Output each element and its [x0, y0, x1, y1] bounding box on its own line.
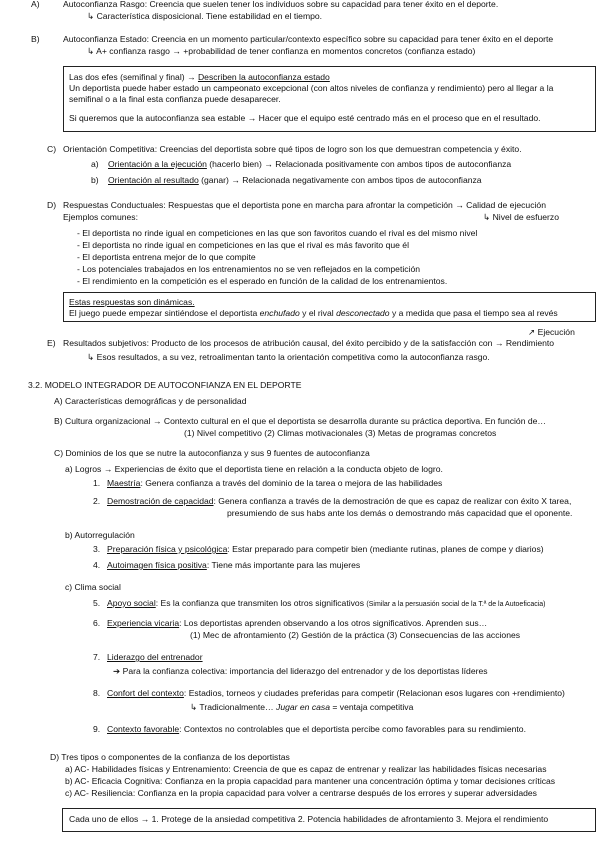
- list-item: - El deportista no rinde igual en competiciones en las que el rival es más favorito que él: [77, 240, 409, 250]
- domain-logros: a) Logros → Experiencias de éxito que el deportista tiene en relación a la conducta objeto de logro.: [65, 464, 443, 474]
- box-line: Un deportista puede haber estado un campeonato excepcional (con altos niveles de confianza y rendimiento) pero al llegar a la: [69, 83, 554, 93]
- model-item-a: A) Características demográficas y de personalidad: [54, 396, 247, 406]
- orientacion-ejecucion: Orientación a la ejecución (hacerlo bien) → Relacionada positivamente con ambos tipos de autoconfianza: [108, 159, 512, 169]
- note-box-dinamicas: [63, 292, 596, 322]
- source-confort: Confort del contexto: Estadios, torneos y ciudades preferidas para competir (Relacionan esos lugares con +rendimiento): [107, 688, 565, 698]
- list-number: 9.: [93, 724, 101, 734]
- box-line: Cada uno de ellos → 1. Protege de la ansiedad competitiva 2. Potencia habilidades de afrontamiento 3. Mejora el rendimiento: [69, 814, 549, 824]
- list-number: 7.: [93, 652, 101, 662]
- list-item: - El deportista no rinde igual en competiciones en las que son favoritos cuando el rival es del mismo nivel: [77, 228, 478, 238]
- list-number: 5.: [93, 598, 101, 608]
- source-preparacion: Preparación física y psicológica: Estar preparado para competir bien (mediante rutinas, planes de compe y diarios): [107, 544, 544, 554]
- section-e-text: Resultados subjetivos: Producto de los procesos de atribución causal, del éxito percibido y de la satisfacción con → Rendimiento: [63, 338, 555, 348]
- section-d-effort: ↳ Nivel de esfuerzo: [483, 212, 559, 222]
- domain-autorregulacion: b) Autorregulación: [65, 530, 135, 540]
- component-habilidades: a) AC- Habilidades físicas y Entrenamiento: Creencia de que es capaz de entrenar y realizar las habilidades físicas necesarias: [65, 764, 547, 774]
- section-b-note: ↳ A+ confianza rasgo → +probabilidad de tener confianza en momentos concretos (confianza estado): [87, 46, 476, 56]
- source-confort-note: ↳ Tradicionalmente… Jugar en casa = ventaja competitiva: [190, 702, 414, 712]
- section-d-label: D): [47, 200, 57, 210]
- source-maestria: Maestría: Genera confianza a través del dominio de la tarea o mejora de las habilidades: [107, 478, 443, 488]
- section-b-text: Autoconfianza Estado: Creencia en un momento particular/contexto específico sobre su capacidad para tener éxito en el deporte: [63, 34, 554, 44]
- section-a-note: ↳ Característica disposicional. Tiene estabilidad en el tiempo.: [87, 11, 323, 21]
- list-number: 3.: [93, 544, 101, 554]
- section-a-text: Autoconfianza Rasgo: Creencia que suelen tener los individuos sobre su capacidad para tener éxito en el deporte.: [63, 0, 499, 9]
- orientacion-resultado: Orientación al resultado (ganar) → Relacionada negativamente con ambos tipos de autoconfianza: [108, 175, 482, 185]
- box-line: Las dos efes (semifinal y final) → Describen la autoconfianza estado: [69, 72, 330, 82]
- list-number: 6.: [93, 618, 101, 628]
- model-item-c: C) Dominios de los que se nutre la autoconfianza y sus 9 fuentes de autoconfianza: [54, 448, 370, 458]
- box-line: Si queremos que la autoconfianza sea estable → Hacer que el equipo esté centrado más en el proceso que en el resultado.: [69, 113, 541, 123]
- model-item-b: B) Cultura organizacional → Contexto cultural en el que el deportista se desarrolla durante su práctica deportiva. En función de…: [54, 416, 547, 426]
- component-cognitiva: b) AC- Eficacia Cognitiva: Confianza en la propia capacidad para mantener una concentración óptima y tomar decisiones críticas: [65, 776, 556, 786]
- section-b-label: B): [31, 34, 40, 44]
- section-e-note: ↳ Esos resultados, a su vez, retroalimentan tanto la orientación competitiva como la autoconfianza rasgo.: [87, 352, 490, 362]
- section-c-label: C): [47, 144, 57, 154]
- list-number: 4.: [93, 560, 101, 570]
- box-line: semifinal o a la final esta confianza puede desaparecer.: [69, 94, 281, 104]
- section-d-text: Respuestas Conductuales: Respuestas que el deportista pone en marcha para afrontar la competición → Calidad de ejecución: [63, 200, 546, 210]
- list-item: - El deportista entrena mejor de lo que compite: [77, 252, 256, 262]
- source-autoimagen: Autoimagen física positiva: Tiene más importante para las mujeres: [107, 560, 361, 570]
- list-item: - El rendimiento en la competición es el esperado en función de la calidad de los entrenamientos.: [77, 276, 448, 286]
- source-liderazgo-note: ➔ Para la confianza colectiva: importancia del liderazgo del entrenador y de los deportistas líderes: [113, 666, 488, 676]
- source-contexto-favorable: Contexto favorable: Contextos no controlables que el deportista percibe como favorables para su rendimiento.: [107, 724, 526, 734]
- box-line: El juego puede empezar sintiéndose el deportista enchufado y el rival desconectado y a medida que pasa el tiempo sea al revés: [69, 308, 558, 318]
- section-e-label: E): [47, 338, 56, 348]
- section-heading-3-2: 3.2. MODELO INTEGRADOR DE AUTOCONFIANZA EN EL DEPORTE: [28, 380, 302, 390]
- model-item-d: D) Tres tipos o componentes de la confianza de los deportistas: [50, 752, 290, 762]
- source-experiencia-vicaria-list: (1) Mec de afrontamiento (2) Gestión de la práctica (3) Consecuencias de las acciones: [190, 630, 521, 640]
- source-apoyo-social: Apoyo social: Es la confianza que transmiten los otros significativos (Similar a la persuasión social de la T.ª de la Autoeficacia): [107, 598, 546, 608]
- list-number: 1.: [93, 478, 101, 488]
- list-marker: a): [91, 159, 99, 169]
- domain-clima-social: c) Clima social: [65, 582, 121, 592]
- list-number: 8.: [93, 688, 101, 698]
- section-d-examples: Ejemplos comunes:: [63, 212, 138, 222]
- list-number: 2.: [93, 496, 101, 506]
- note-box-dos-efes: [63, 66, 596, 132]
- model-item-b-detail: (1) Nivel competitivo (2) Climas motivacionales (3) Metas de programas concretos: [184, 428, 497, 438]
- list-marker: b): [91, 175, 99, 185]
- note-box-efectos: [62, 808, 596, 832]
- section-c-text: Orientación Competitiva: Creencias del deportista sobre qué tipos de logro son los que demuestran competencia y éxito.: [63, 144, 522, 154]
- section-a-label: A): [31, 0, 40, 9]
- source-demostracion: Demostración de capacidad: Genera confianza a través de la demostración de que es capaz de realizar con éxito X tarea,: [107, 496, 572, 506]
- box-line: Estas respuestas son dinámicas.: [69, 297, 195, 307]
- source-demostracion-cont: presumiendo de sus habs ante los demás o demostrando más capacidad que el oponente.: [227, 508, 573, 518]
- source-experiencia-vicaria: Experiencia vicaria: Los deportistas aprenden observando a los otros significativos. Aprenden sus…: [107, 618, 488, 628]
- component-resiliencia: c) AC- Resiliencia: Confianza en la propia capacidad para volver a centrarse después de los errores y superar adversidades: [65, 788, 537, 798]
- section-e-ejecucion: ↗ Ejecución: [528, 327, 575, 337]
- source-liderazgo: Liderazgo del entrenador: [107, 652, 203, 662]
- list-item: - Los potenciales trabajados en los entrenamientos no se ven reflejados en la competición: [77, 264, 421, 274]
